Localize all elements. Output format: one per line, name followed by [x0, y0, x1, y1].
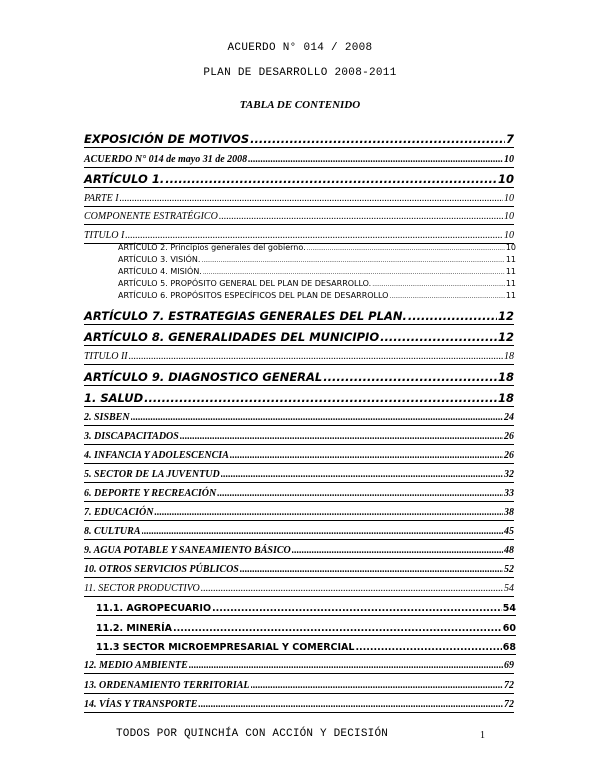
toc-entry[interactable]: TITULO II ..... 18	[84, 351, 514, 363]
toc-entry[interactable]: ARTÍCULO 1. ..... 10	[84, 172, 514, 186]
toc-subentry[interactable]: ARTÍCULO 3. VISIÓN. ..... 11	[118, 255, 516, 265]
toc-entry[interactable]: TITULO I ..... 10	[84, 230, 514, 242]
toc-title: TABLA DE CONTENIDO	[239, 99, 361, 111]
toc-entry[interactable]: ARTÍCULO 7. ESTRATEGIAS GENERALES DEL PLAN. ..... 12	[84, 309, 514, 323]
toc-entry[interactable]: 4. INFANCIA Y ADOLESCENCIA ..... 26	[84, 450, 514, 462]
toc-entry[interactable]: 14. VÍAS Y TRANSPORTE ..... 72	[84, 699, 514, 711]
toc-entry[interactable]: 13. ORDENAMIENTO TERRITORIAL ..... 72	[84, 680, 514, 692]
toc-entry[interactable]: 7. EDUCACIÓN ..... 38	[84, 507, 514, 519]
toc-entry[interactable]: 3. DISCAPACITADOS ..... 26	[84, 431, 514, 443]
toc-entry[interactable]: 10. OTROS SERVICIOS PÚBLICOS ..... 52	[84, 564, 514, 576]
toc-entry[interactable]: 1. SALUD ..... 18	[84, 391, 514, 405]
footer-page-number: 1	[480, 730, 485, 741]
toc-entry[interactable]: 8. CULTURA ..... 45	[84, 526, 514, 538]
toc-entry[interactable]: PARTE I ..... 10	[84, 193, 514, 205]
toc-entry[interactable]: COMPONENTE ESTRATÉGICO ..... 10	[84, 211, 514, 223]
toc-entry[interactable]: ARTÍCULO 9. DIAGNOSTICO GENERAL ..... 18	[84, 370, 514, 384]
footer-slogan: TODOS POR QUINCHÍA CON ACCIÓN Y DECISIÓN	[116, 728, 389, 740]
toc-entry[interactable]: 5. SECTOR DE LA JUVENTUD ..... 32	[84, 469, 514, 481]
document-header-agreement: ACUERDO N° 014 / 2008	[227, 42, 373, 54]
toc-entry[interactable]: ACUERDO N° 014 de mayo 31 de 2008 ..... 10	[84, 154, 514, 166]
toc-entry[interactable]: 11.3 SECTOR MICROEMPRESARIAL Y COMERCIAL ..... 68	[96, 642, 516, 653]
toc-entry[interactable]: EXPOSICIÓN DE MOTIVOS ..... 7	[84, 132, 514, 146]
toc-entry[interactable]: 9. AGUA POTABLE Y SANEAMIENTO BÁSICO ..... 48	[84, 545, 514, 557]
toc-subentry[interactable]: ARTÍCULO 4. MISIÓN. ..... 11	[118, 267, 516, 277]
toc-subentry[interactable]: ARTÍCULO 6. PROPÓSITOS ESPECÍFICOS DEL PLAN DE DESARROLLO ..... 11	[118, 291, 516, 301]
toc-subentry[interactable]: ARTÍCULO 5. PROPÓSITO GENERAL DEL PLAN DE DESARROLLO. ..... 11	[118, 279, 516, 289]
toc-entry[interactable]: 6. DEPORTE Y RECREACIÓN ..... 33	[84, 488, 514, 500]
toc-entry[interactable]: ARTÍCULO 8. GENERALIDADES DEL MUNICIPIO ..... 12	[84, 330, 514, 344]
document-header-plan: PLAN DE DESARROLLO 2008-2011	[203, 67, 397, 79]
toc-entry[interactable]: 11.1. AGROPECUARIO ..... 54	[96, 603, 516, 614]
toc-entry[interactable]: 11.2. MINERÍA ..... 60	[96, 623, 516, 634]
toc-entry[interactable]: 11. SECTOR PRODUCTIVO ..... 54	[84, 583, 514, 595]
toc-subentry[interactable]: ARTÍCULO 2. Principios generales del gobierno. ..... 10	[118, 243, 516, 253]
toc-entry[interactable]: 2. SISBEN ..... 24	[84, 412, 514, 424]
toc-entry[interactable]: 12. MEDIO AMBIENTE ..... 69	[84, 660, 514, 672]
